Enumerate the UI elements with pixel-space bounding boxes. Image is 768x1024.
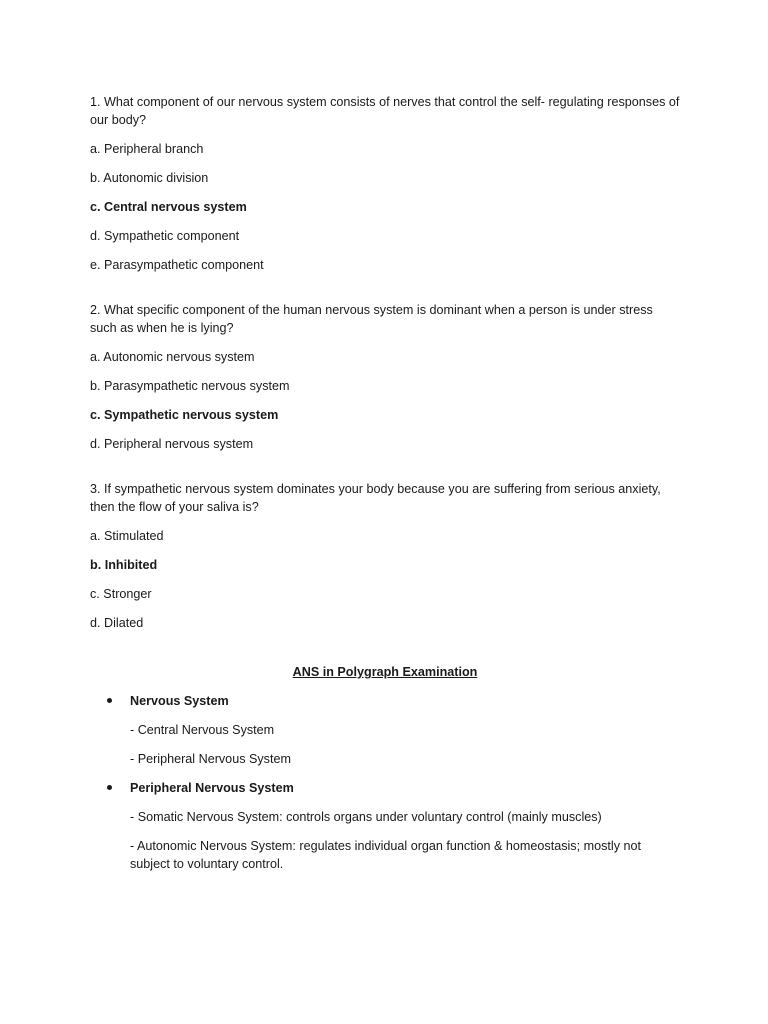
- answer-option: e. Parasympathetic component: [90, 258, 264, 272]
- question-block-2: [90, 301, 680, 453]
- answer-option: d. Peripheral nervous system: [90, 437, 254, 451]
- bullet-heading: [90, 692, 680, 710]
- answer-option: b. Autonomic division: [90, 171, 209, 185]
- question-text: 1. What component of our nervous system consists of nerves that control the self- regulating responses of our body?: [90, 95, 680, 127]
- bullet-sub-item: - Autonomic Nervous System: regulates individual organ function & homeostasis; mostly not subject to voluntary control.: [130, 839, 641, 871]
- question-text: 3. If sympathetic nervous system dominates your body because you are suffering from serious anxiety, then the flow of your saliva is?: [90, 482, 661, 514]
- bullet-group-1: [90, 692, 680, 768]
- bullet-heading-label: Nervous System: [130, 694, 229, 708]
- bullet-dot-icon: [107, 785, 112, 790]
- answer-option: d. Dilated: [90, 616, 144, 630]
- answer-option-correct: b. Inhibited: [90, 558, 158, 572]
- answer-option: a. Peripheral branch: [90, 142, 204, 156]
- question-block-1: [90, 93, 680, 274]
- answer-option: a. Autonomic nervous system: [90, 350, 255, 364]
- bullet-heading-label: Peripheral Nervous System: [130, 781, 294, 795]
- answer-option-correct: c. Central nervous system: [90, 200, 247, 214]
- bullet-sub-item: - Somatic Nervous System: controls organs under voluntary control (mainly muscles): [130, 810, 602, 824]
- bullet-group-2: [90, 779, 680, 873]
- answer-option-correct: c. Sympathetic nervous system: [90, 408, 279, 422]
- section-title: ANS in Polygraph Examination: [292, 665, 478, 679]
- question-block-3: [90, 480, 680, 632]
- section-ans-polygraph: [90, 663, 680, 873]
- answer-option: a. Stimulated: [90, 529, 164, 543]
- bullet-sub-item: - Central Nervous System: [130, 723, 275, 737]
- bullet-dot-icon: [107, 698, 112, 703]
- answer-option: c. Stronger: [90, 587, 152, 601]
- bullet-sub-item: - Peripheral Nervous System: [130, 752, 291, 766]
- answer-option: b. Parasympathetic nervous system: [90, 379, 290, 393]
- question-text: 2. What specific component of the human nervous system is dominant when a person is under stress such as when he is lying?: [90, 303, 653, 335]
- document-content: [90, 93, 680, 884]
- answer-option: d. Sympathetic component: [90, 229, 240, 243]
- bullet-heading: [90, 779, 680, 797]
